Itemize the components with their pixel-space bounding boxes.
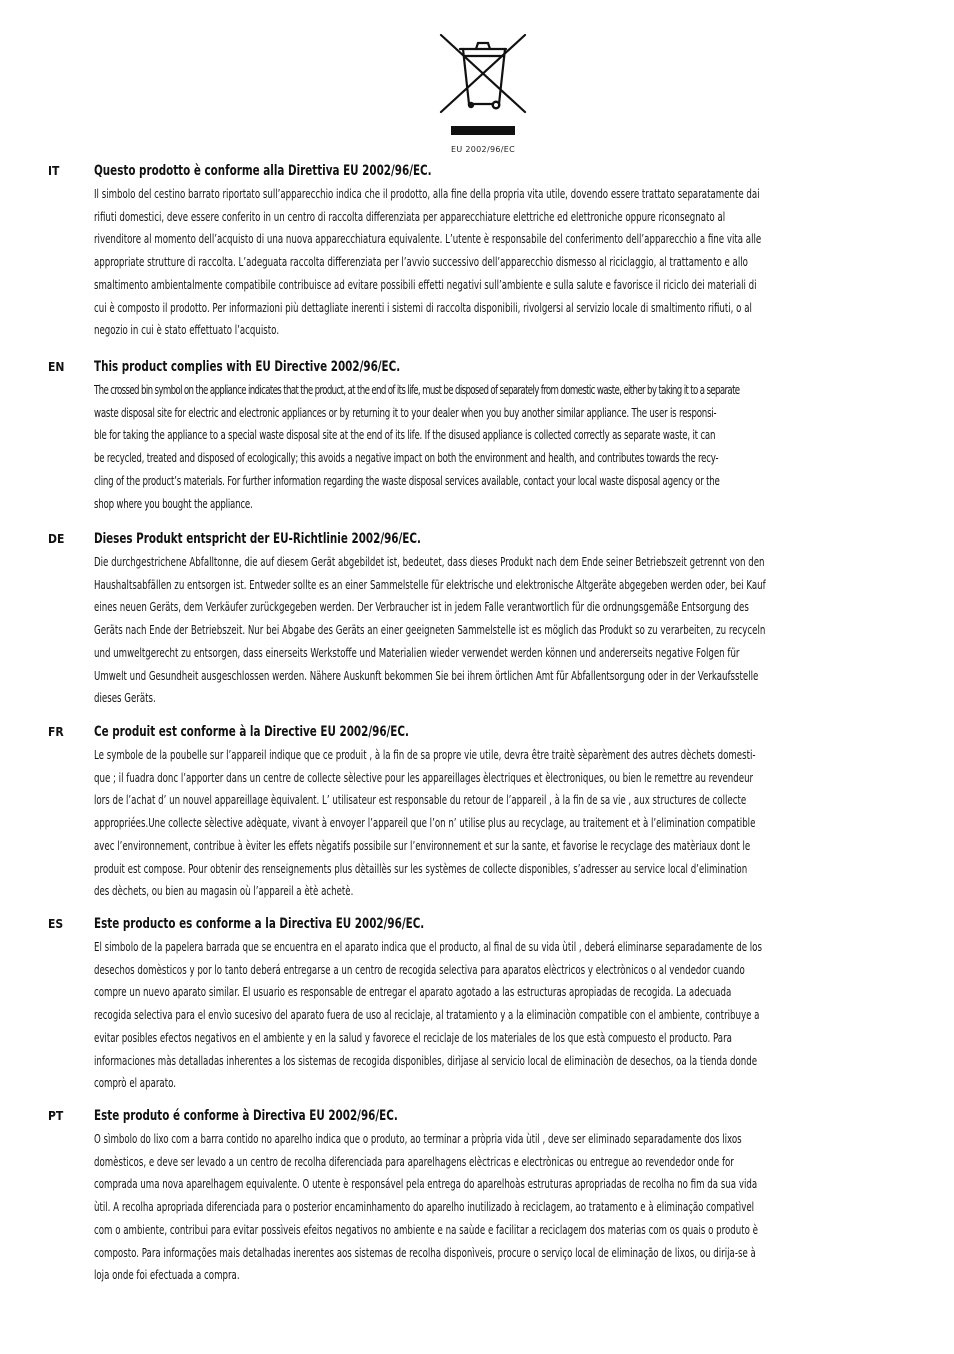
crossed-bin-icon xyxy=(438,32,530,118)
section-body xyxy=(94,1128,860,1287)
body-line: Die durchgestrichene Abfalltonne, die auf diesem Gerät abgebildet ist, bedeutet, dass dieses Produkt nach dem Ende seiner Betriebszeit getrennt von den xyxy=(94,555,765,569)
body-line: waste disposal site for electric and electronic appliances or by returning it to your dealer when you buy another similar appliance. The user is responsi- xyxy=(94,405,717,420)
body-line: cui è composto il prodotto. Per informazioni più dettagliate inerenti i sistemi di raccolta disponibili, rivolgersi al servizio locale di smaltimento rifiuti, o al xyxy=(94,300,752,315)
body-line: comprò el aparato. xyxy=(94,1076,176,1091)
body-line: smaltimento ambientalmente compatibile contribuisce ad evitare possibili effetti negativi sull’ambiente e sulla salute e favorisce il riciclo dei materiali di xyxy=(94,277,757,292)
body-line: be recycled, treated and disposed of ecologically; this avoids a negative impact on both the environment and health, and contributes towards the recy- xyxy=(94,451,719,466)
section-heading: Este producto es conforme a la Directiva EU 2002/96/EC. xyxy=(94,916,425,932)
body-line: recogida selectiva para el envìo sucesivo del aparato fuera de uso al reciclaje, al tratamiento y a la eliminaciòn compatible con el ambiente, contribuye a xyxy=(94,1008,760,1023)
body-line: ùtil. A recolha apropriada diferenciada para o posterior encaminhamento do aparelho inutilizado à reciclagem, ao tratamento e à eliminação compatìvel xyxy=(94,1200,755,1215)
section-heading: Ce produit est conforme à la Directive EU 2002/96/EC. xyxy=(94,724,409,740)
section-body xyxy=(94,744,860,903)
body-line: avec l’environnement, contribue à èviter les effets nègatifs possibile sur l’environnement et sur la sante, et favorise le recyclage des matèriaux dont le xyxy=(94,838,751,853)
body-line: El simbolo de la papelera barrada que se encuentra en el aparato indica que el producto, al final de su vida ùtil , deberá eliminarse separadamente de los xyxy=(94,940,762,954)
section-heading: Dieses Produkt entspricht der EU-Richtlinie 2002/96/EC. xyxy=(94,531,421,547)
section-body xyxy=(94,936,860,1095)
lang-code: IT xyxy=(48,164,60,178)
body-line: O sìmbolo do lixo com a barra contido no aparelho indica que o produto, ao terminar a pròpria vida ùtil , deve ser eliminado separadamente dos lixos xyxy=(94,1132,742,1146)
body-line: com o ambiente, contribui para evitar possìveis efeitos negativos no ambiente e na saùde e facilitar a reciclagem dos materias com os quais o produto è xyxy=(94,1222,758,1237)
body-line: appropriate strutture di raccolta. L’adeguata raccolta differenziata per l’avvio successivo dell’apparecchio dismesso al riciclaggio, al trattamento e allo xyxy=(94,255,748,270)
body-line: produit est compose. Pour obtenir des renseignements plus dètaillès sur les systèmes de collecte disponibles, s’adresser au service local d’elimination xyxy=(94,861,748,876)
lang-code: ES xyxy=(48,917,64,931)
body-line: Haushaltsabfällen zu entsorgen ist. Entweder sollte es an einer Sammelstelle für elektrische und elektronische Altgeräte abgegeben werden oder, bei Kauf xyxy=(94,577,766,592)
body-line: The crossed bin symbol on the appliance indicates that the product, at the end of its life, must be disposed of separately from domestic waste, either by taking it to a separate xyxy=(94,383,740,397)
body-line: domèsticos, e deve ser levado a un centro de recolha diferenciada para aparelhagens elèctricas e electrònicas ou entregue ao revendedor onde for xyxy=(94,1154,734,1169)
body-line: Geräts nach Ende der Betriebszeit. Nur bei Abgabe des Geräts an einer geeigneten Sammelstelle ist es möglich das Produkt so zu verarbeiten, zu recyceln xyxy=(94,623,766,638)
body-line: evitar posibles efectos negativos en el ambiente y en la salud y favorece el reciclaje de los materiales de los que està compuesto el producto. Para xyxy=(94,1030,732,1045)
body-line: rivenditore al momento dell’acquisto di una nuova apparecchiatura equivalente. L’utente è responsabile del conferimento dell’apparecchio a fine vita alle xyxy=(94,232,762,247)
body-line: und umweltgerecht zu entsorgen, dass einerseits Werkstoffe und Materialien wieder verwendet werden können und andererseits negative Folgen für xyxy=(94,645,740,660)
weee-logo xyxy=(438,32,530,158)
body-line: ble for taking the appliance to a special waste disposal site at the end of its life. If the disused appliance is collected correctly as separate waste, it can xyxy=(94,428,716,443)
lang-code: PT xyxy=(48,1109,64,1123)
body-line: des dèchets, ou bien au magasin où l’appareil a ètè achetè. xyxy=(94,884,354,899)
weee-bar xyxy=(451,126,515,135)
body-line: eines neuen Geräts, dem Verkäufer zurückgegeben werden. Der Verbraucher ist in jedem Falle verantwortlich für die ordnungsgemäße Entsorgung des xyxy=(94,600,749,615)
section-heading: Questo prodotto è conforme alla Direttiva EU 2002/96/EC. xyxy=(94,163,432,179)
body-line: dieses Geräts. xyxy=(94,691,156,706)
body-line: appropriées.Une collecte sèlective adèquate, vivant à envoyer l’appareil que l’on n’ utilise plus au recyclage, au traitement et à l’elimination compatible xyxy=(94,816,756,831)
body-line: negozio in cui è stato effettuato l’acquisto. xyxy=(94,323,280,338)
body-line: compre un nuevo aparato similar. El usuario es responsable de entregar el aparato agotado a las estructuras apropiadas de recogida. La adecuada xyxy=(94,985,732,1000)
body-line: loja onde foi efectuada a compra. xyxy=(94,1268,240,1283)
lang-code: FR xyxy=(48,725,64,739)
body-line: shop where you bought the appliance. xyxy=(94,496,253,511)
section-body xyxy=(94,379,860,515)
section-heading: Este produto é conforme à Directiva EU 2002/96/EC. xyxy=(94,1108,398,1124)
body-line: lors de l’achat d’ un nouvel appareillage èquivalent. L’ utilisateur est responsable du retour de l’appareil , à la fin de sa vie , aux structures de collecte xyxy=(94,793,747,808)
body-line: cling of the product’s materials. For further information regarding the waste disposal services available, contact your local waste disposal agency or the xyxy=(94,473,720,488)
body-line: Umwelt und Gesundheit ausgeschlossen werden. Nähere Auskunft bekommen Sie bei ihrem örtlichen Amt für Abfallentsorgung oder in der Verkaufsstelle xyxy=(94,668,759,683)
lang-code: DE xyxy=(48,532,65,546)
body-line: desechos domèsticos y por lo tanto deberá entregarse a un centro de recogida selectiva para aparatos elèctricos y electrònicos o al vendedor cuando xyxy=(94,962,745,977)
weee-caption: EU 2002/96/EC xyxy=(451,145,515,154)
section-body xyxy=(94,183,860,342)
body-line: informaciones màs detalladas inherentes a los sistemas de recogida disponibles, dirìjase al servicio local de eliminaciòn de desechos, oa la tienda donde xyxy=(94,1053,758,1068)
body-line: Il simbolo del cestino barrato riportato sull’apparecchio indica che il prodotto, alla fine della propria vita utile, dovendo essere trattato separatamente dai xyxy=(94,187,760,201)
section-heading: This product complies with EU Directive 2002/96/EC. xyxy=(94,359,401,375)
body-line: composto. Para informações mais detalhadas inerentes aos sistemas de recolha disponìveis, procure o serviço local de eliminação de lixos, ou dirija-se à xyxy=(94,1245,756,1260)
body-line: Le symbole de la poubelle sur l’appareil indique que ce produit , à la fin de sa propre vie utile, devra être traitè sèparèment des autres dèchets domesti- xyxy=(94,748,756,762)
lang-code: EN xyxy=(48,360,65,374)
body-line: que ; il fuadra donc l’apporter dans un centre de collecte sèlective pour les appareillages èlectriques et èlectroniques, ou bien le remettre au revendeur xyxy=(94,770,754,785)
body-line: comprada uma nova aparelhagem equivalente. O utente è responsável pela entrega do aparelhoàs estruturas apropriadas de recolha no fim da sua vida xyxy=(94,1177,758,1192)
section-body xyxy=(94,551,860,710)
body-line: rifiuti domestici, deve essere conferito in un centro di raccolta differenziata per apparecchiature elettriche ed elettroniche oppure riconsegnato al xyxy=(94,209,726,224)
